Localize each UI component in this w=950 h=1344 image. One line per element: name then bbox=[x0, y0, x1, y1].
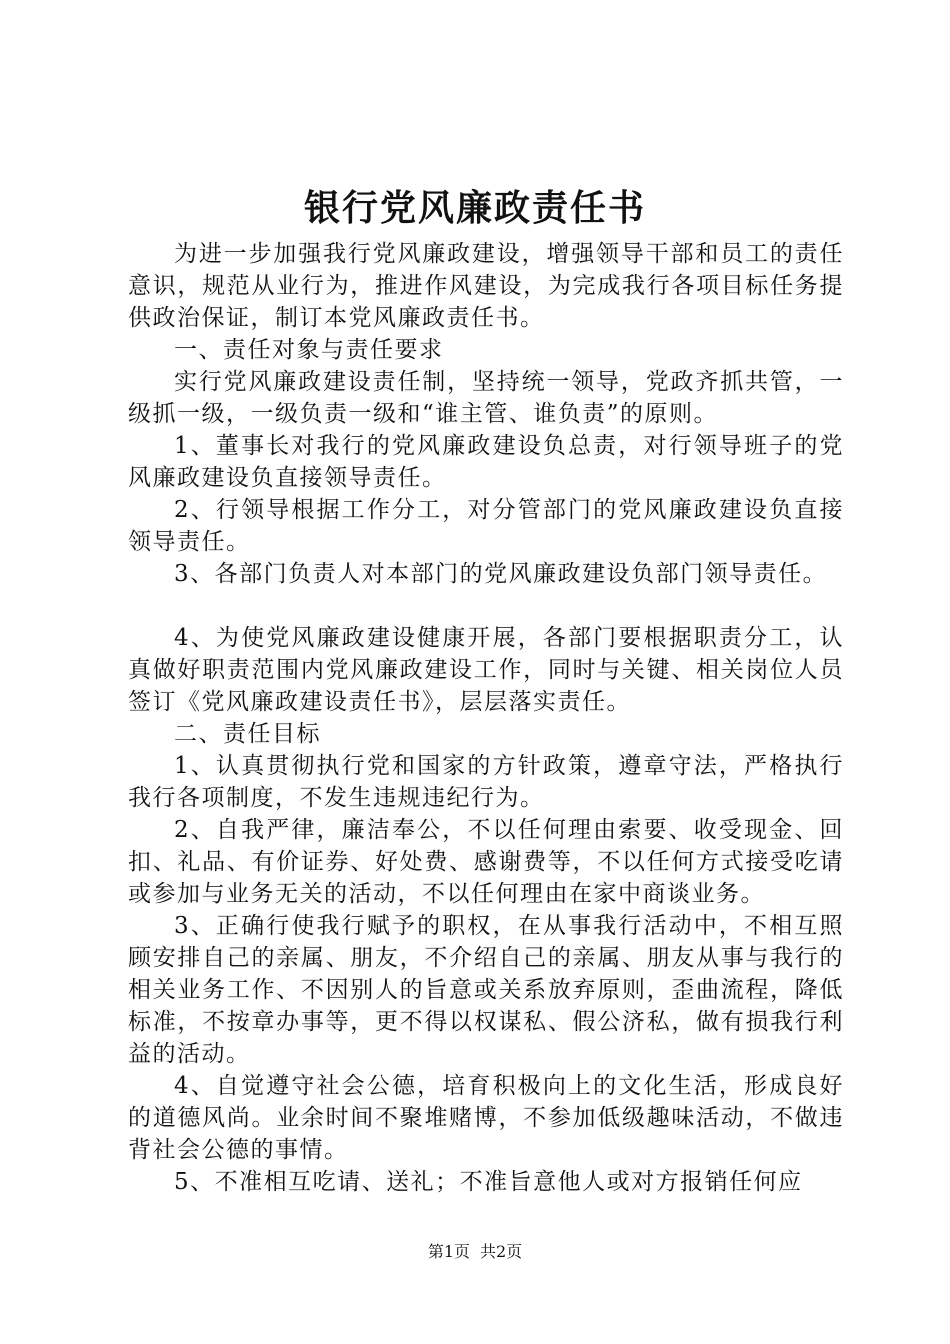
paragraph-item-1-2: 2、行领导根据工作分工，对分管部门的党风廉政建设负直接领导责任。 bbox=[128, 497, 844, 555]
paragraph-item-2-1: 1、认真贯彻执行党和国家的方针政策，遵章守法，严格执行我行各项制度，不发生违规违纪行为。 bbox=[128, 753, 844, 811]
paragraph-item-1-3: 3、各部门负责人对本部门的党风廉政建设负部门领导责任。 bbox=[174, 561, 828, 587]
document-body bbox=[128, 238, 844, 1198]
page-number: 第1页 bbox=[427, 1242, 470, 1261]
paragraph-item-1-1: 1、董事长对我行的党风廉政建设负总责，对行领导班子的党风廉政建设负直接领导责任。 bbox=[128, 433, 844, 491]
paragraph-item-2-3: 3、正确行使我行赋予的职权，在从事我行活动中，不相互照顾安排自己的亲属、朋友，不介绍自己的亲属、朋友从事与我行的相关业务工作、不因别人的旨意或关系放弃原则，歪曲流程，降低标准，不按章办事等，更不得以权谋私、假公济私，做有损我行利益的活动。 bbox=[128, 913, 844, 1067]
section-heading-2: 二、责任目标 bbox=[174, 721, 321, 747]
section-heading-1: 一、责任对象与责任要求 bbox=[174, 337, 444, 363]
paragraph-principle: 实行党风廉政建设责任制，坚持统一领导，党政齐抓共管，一级抓一级，一级负责一级和“谁主管、谁负责”的原则。 bbox=[128, 369, 844, 427]
paragraph-item-2-5: 5、不准相互吃请、送礼；不准旨意他人或对方报销任何应 bbox=[174, 1169, 803, 1195]
paragraph-item-2-2: 2、自我严律，廉洁奉公，不以任何理由索要、收受现金、回扣、礼品、有价证券、好处费、感谢费等，不以任何方式接受吃请或参加与业务无关的活动，不以任何理由在家中商谈业务。 bbox=[128, 817, 844, 907]
document-title: 银行党风廉政责任书 bbox=[303, 187, 646, 229]
page-footer bbox=[0, 1240, 950, 1264]
paragraph-item-2-4: 4、自觉遵守社会公德，培育积极向上的文化生活，形成良好的道德风尚。业余时间不聚堆赌博，不参加低级趣味活动，不做违背社会公德的事情。 bbox=[128, 1073, 844, 1163]
paragraph-intro: 为进一步加强我行党风廉政建设，增强领导干部和员工的责任意识，规范从业行为，推进作风建设，为完成我行各项目标任务提供政治保证，制订本党风廉政责任书。 bbox=[128, 241, 844, 331]
page-total: 共2页 bbox=[480, 1242, 523, 1261]
paragraph-item-1-4: 4、为使党风廉政建设健康开展，各部门要根据职责分工，认真做好职责范围内党风廉政建设工作，同时与关键、相关岗位人员签订《党风廉政建设责任书》，层层落实责任。 bbox=[128, 625, 844, 715]
